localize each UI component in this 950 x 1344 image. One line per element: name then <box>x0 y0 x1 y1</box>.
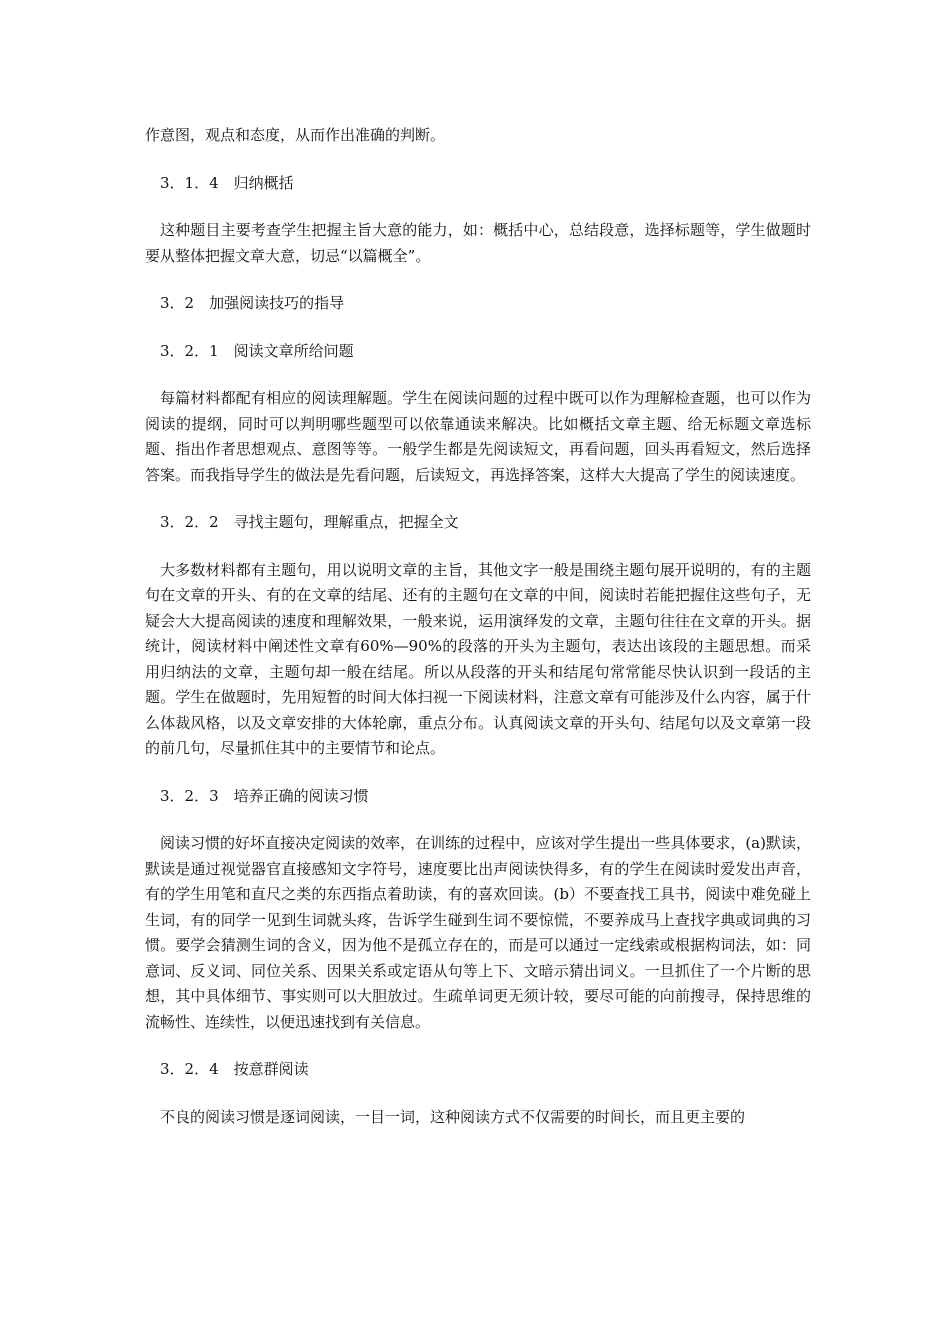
paragraph-continuation: 作意图，观点和态度，从而作出准确的判断。 <box>145 126 446 144</box>
section-heading-3-2: 3．2 加强阅读技巧的指导 <box>160 294 345 312</box>
paragraph-summary: 这种题目主要考查学生把握主旨大意的能力，如：概括中心，总结段意，选择标题等，学生做题时要从整体把握文章大意，切忌“以篇概全”。 <box>145 221 811 265</box>
section-heading-3-1-4: 3．1．4 归纳概括 <box>160 173 294 192</box>
section-heading-3-2-1: 3．2．1 阅读文章所给问题 <box>160 341 354 360</box>
paragraph-reading-habits: 阅读习惯的好坏直接决定阅读的效率，在训练的过程中，应该对学生提出一些具体要求，(a)默读，默读是通过视觉器官直接感知文字符号，速度要比出声阅读快得多，有的学生在阅读时爱发出声音，有的学生用笔和直尺之类的东西指点着助读，有的喜欢回读。(b）不要查找工具书，阅读中难免碰上生词，有的同学一见到生词就头疼，告诉学生碰到生词不要惊慌，不要养成马上查找字典或词典的习惯。要学会猜测生词的含义，因为他不是孤立存在的，而是可以通过一定线索或根据构词法，如：同意词、反义词、同位关系、因果关系或定语从句等上下、文暗示猜出词义。一旦抓住了一个片断的思想，其中具体细节、事实则可以大胆放过。生疏单词更无须计较，要尽可能的向前搜寻，保持思维的流畅性、连续性，以便迅速找到有关信息。 <box>145 834 811 1031</box>
section-heading-3-2-4: 3．2．4 按意群阅读 <box>160 1060 309 1078</box>
paragraph-reading-questions: 每篇材料都配有相应的阅读理解题。学生在阅读问题的过程中既可以作为理解检查题，也可以作为阅读的提纲，同时可以判明哪些题型可以依靠通读来解决。比如概括文章主题、给无标题文章选标题、指出作者思想观点、意图等等。一般学生都是先阅读短文，再看问题，回头再看短文，然后选择答案。而我指导学生的做法是先看问题，后读短文，再选择答案，这样大大提高了学生的阅读速度。 <box>145 389 811 484</box>
section-heading-3-2-3: 3．2．3 培养正确的阅读习惯 <box>160 786 369 805</box>
section-heading-3-2-2: 3．2．2 寻找主题句，理解重点，把握全文 <box>160 513 459 531</box>
paragraph-sense-group: 不良的阅读习惯是逐词阅读，一目一词，这种阅读方式不仅需要的时间长，而且更主要的 <box>160 1107 746 1126</box>
document-body <box>145 123 811 1130</box>
paragraph-topic-sentence: 大多数材料都有主题句，用以说明文章的主旨，其他文字一般是围绕主题句展开说明的，有的主题句在文章的开头、有的在文章的结尾、还有的主题句在文章的中间，阅读时若能把握住这些句子，无疑会大大提高阅读的速度和理解效果，一般来说，运用演绎发的文章，主题句往往在文章的开头。据统计，阅读材料中阐述性文章有60%—90%的段落的开头为主题句，表达出该段的主题思想。而采用归纳法的文章，主题句却一般在结尾。所以从段落的开头和结尾句常常能尽快认识到一段话的主题。学生在做题时，先用短暂的时间大体扫视一下阅读材料，注意文章有可能涉及什么内容，属于什么体裁风格，以及文章安排的大体轮廓，重点分布。认真阅读文章的开头句、结尾句以及文章第一段的前几句，尽量抓住其中的主要情节和论点。 <box>145 560 811 757</box>
